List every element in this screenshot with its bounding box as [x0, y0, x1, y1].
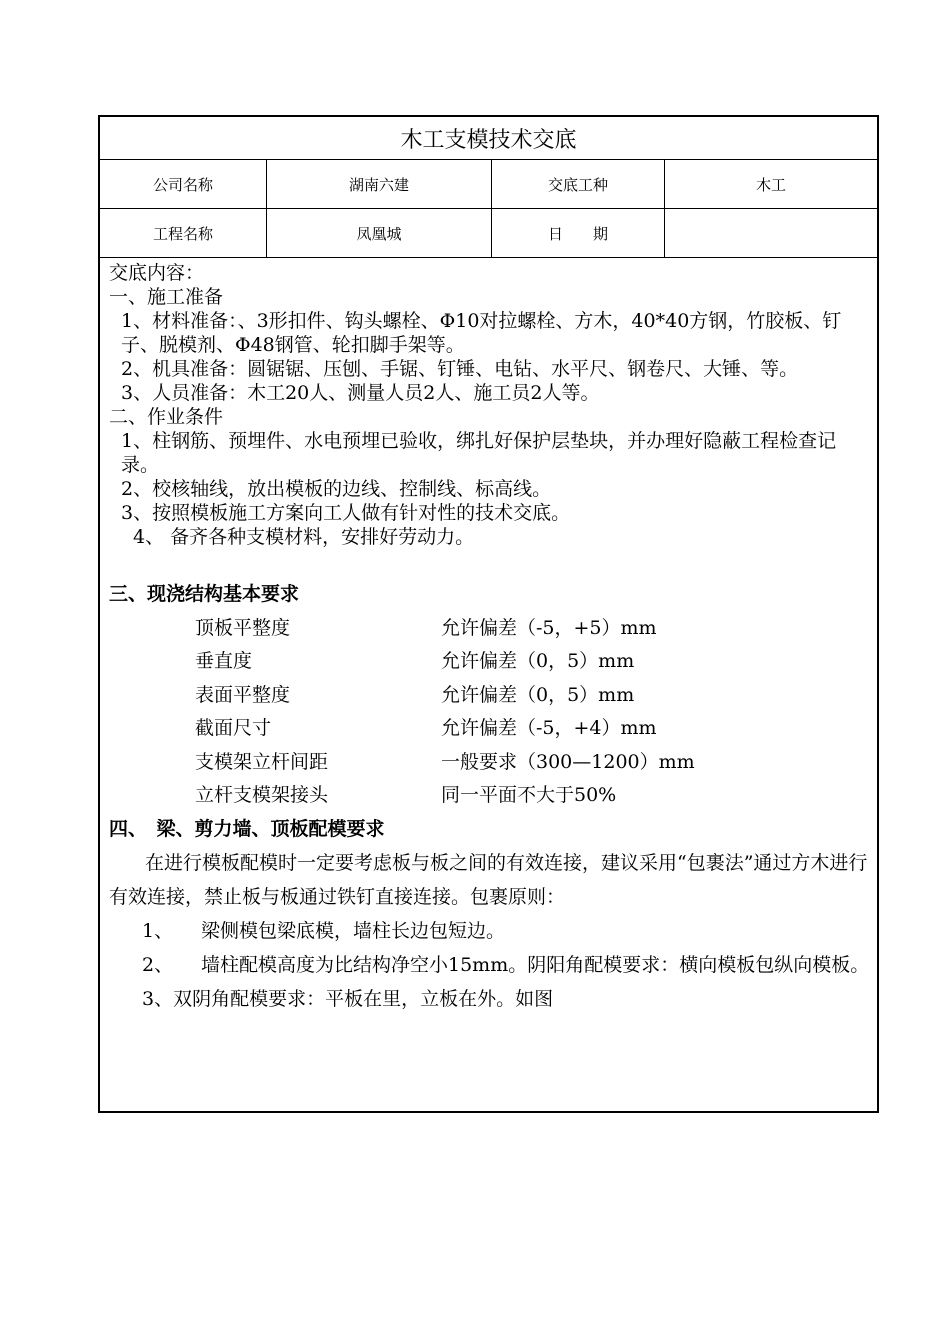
date-label: 日 期	[492, 209, 665, 257]
company-value: 湖南六建	[267, 160, 492, 208]
info-row-project	[100, 209, 877, 258]
item-number: 2、	[142, 954, 174, 976]
section-1-item: 1、材料准备：、3形扣件、钩头螺栓、Φ10对拉螺栓、方木，40*40方钢，竹胶板、钉子、脱模剂、Φ48钢管、轮扣脚手架等。	[121, 310, 842, 356]
section-4-item	[109, 914, 871, 948]
section-1-item: 2、机具准备：圆锯锯、压刨、手锯、钉锤、电钻、水平尺、钢卷尺、大锤、等。	[121, 358, 799, 380]
requirement-name: 垂直度	[195, 650, 253, 673]
content-heading: 交底内容：	[109, 262, 205, 284]
section-4-title: 四、 梁、剪力墙、顶板配模要求	[109, 818, 385, 840]
requirement-row	[109, 779, 871, 813]
requirement-value: 同一平面不大于50%	[441, 784, 617, 807]
requirement-value: 允许偏差（-5，+5）mm	[441, 616, 657, 639]
section-1-title: 一、施工准备	[109, 286, 224, 308]
content-body	[100, 258, 877, 1016]
section-2-item: 2、校核轴线，放出模板的边线、控制线、标高线。	[121, 478, 552, 500]
project-value: 凤凰城	[267, 209, 492, 257]
requirement-row	[109, 745, 871, 779]
section-4-item: 3、双阴角配模要求：平板在里，立板在外。如图	[142, 988, 554, 1010]
company-label: 公司名称	[100, 160, 267, 208]
requirement-row	[109, 611, 871, 645]
requirement-value: 允许偏差（0，5）mm	[441, 650, 635, 673]
item-text: 墙柱配模高度为比结构净空小15mm。阴阳角配模要求：横向模板包纵向模板。	[201, 954, 870, 976]
requirement-value: 允许偏差（-5，+4）mm	[441, 717, 657, 740]
item-text: 梁侧模包梁底模，墙柱长边包短边。	[201, 920, 506, 942]
section-2-item: 3、按照模板施工方案向工人做有针对性的技术交底。	[121, 502, 571, 524]
requirement-value: 一般要求（300—1200）mm	[441, 750, 695, 773]
section-2-title: 二、作业条件	[109, 406, 224, 428]
requirement-name: 表面平整度	[195, 683, 291, 706]
requirement-value: 允许偏差（0，5）mm	[441, 683, 635, 706]
requirement-name: 截面尺寸	[195, 717, 272, 740]
trade-label: 交底工种	[492, 160, 665, 208]
requirement-row	[109, 645, 871, 679]
info-row-company	[100, 160, 877, 209]
document-title: 木工支模技术交底	[100, 117, 877, 160]
trade-value: 木工	[755, 175, 786, 194]
section-2-item: 4、 备齐各种支模材料，安排好劳动力。	[133, 526, 475, 548]
document-table	[98, 115, 879, 1113]
requirement-name: 立杆支模架接头	[195, 784, 329, 807]
requirement-name: 支模架立杆间距	[195, 750, 329, 773]
project-label: 工程名称	[100, 209, 267, 257]
section-3-title: 三、现浇结构基本要求	[109, 583, 300, 605]
item-number: 1、	[142, 920, 174, 942]
section-2-item: 1、柱钢筋、预埋件、水电预埋已验收，绑扎好保护层垫块，并办理好隐蔽工程检查记录。	[121, 430, 837, 476]
requirement-row	[109, 678, 871, 712]
date-value	[665, 209, 877, 257]
requirement-row	[109, 712, 871, 746]
requirement-name: 顶板平整度	[195, 616, 291, 639]
section-4-paragraph: 在进行模板配模时一定要考虑板与板之间的有效连接，建议采用“包裹法”通过方木进行有效连接，禁止板与板通过铁钉直接连接。包裹原则：	[109, 852, 868, 908]
section-1-item: 3、人员准备：木工20人、测量人员2人、施工员2人等。	[121, 382, 600, 404]
section-4-item	[109, 948, 871, 982]
